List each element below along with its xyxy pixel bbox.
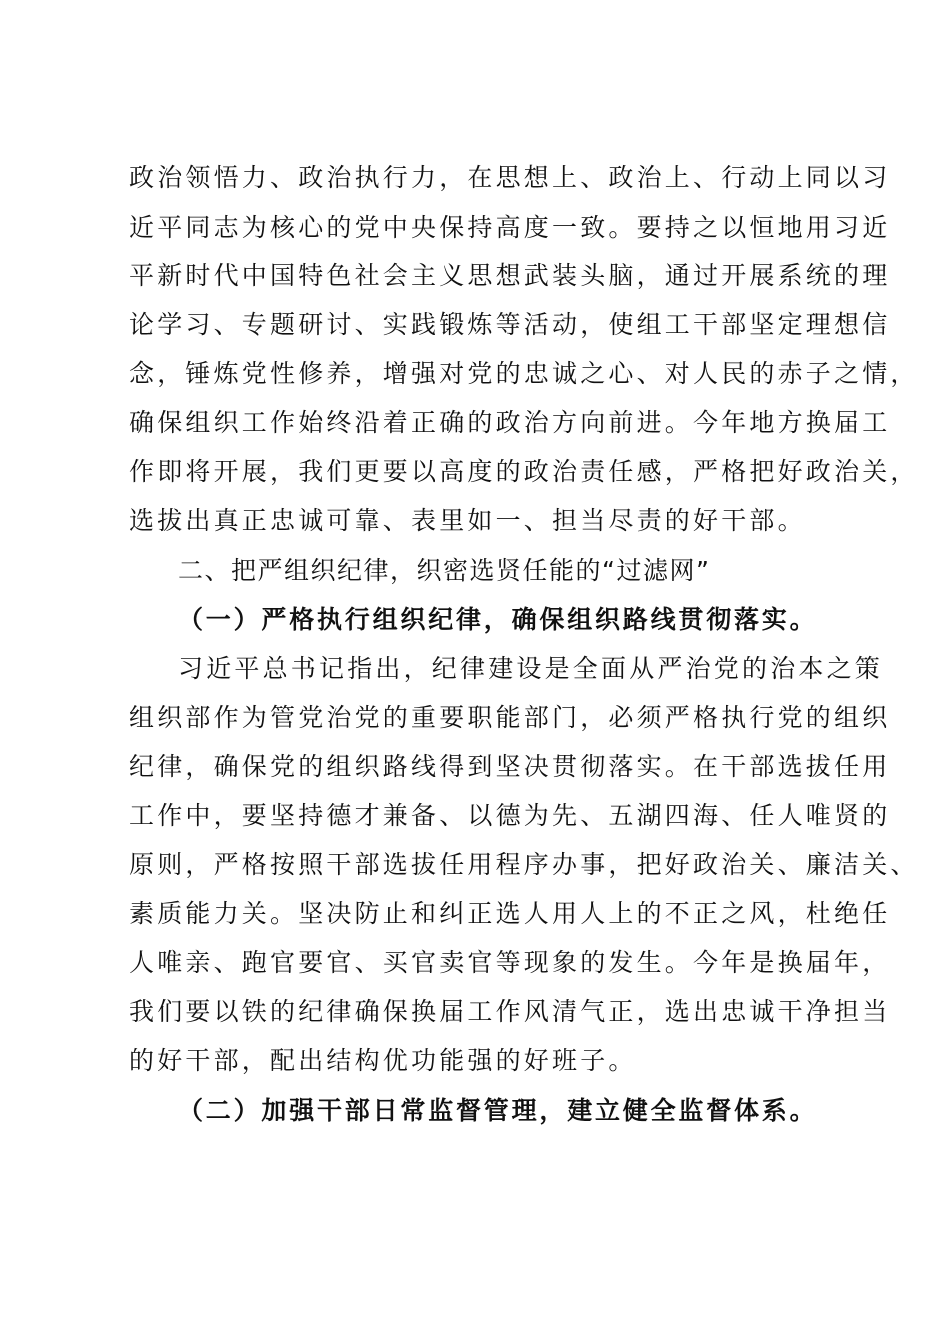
paragraph-line: 我们要以铁的纪律确保换届工作风清气正，选出忠诚干净担当 bbox=[129, 997, 891, 1026]
paragraph-line: 素质能力关。坚决防止和纠正选人用人上的不正之风，杜绝任 bbox=[129, 899, 891, 928]
paragraph-line: 选拔出真正忠诚可靠、表里如一、担当尽责的好干部。 bbox=[129, 506, 806, 535]
paragraph-line: 人唯亲、跑官要官、买官卖官等现象的发生。今年是换届年， bbox=[129, 948, 891, 977]
section-heading: 二、把严组织纪律，织密选贤任能的“过滤网” bbox=[178, 556, 711, 585]
paragraph-line: 政治领悟力、政治执行力，在思想上、政治上、行动上同以习 bbox=[129, 163, 891, 192]
paragraph-line: 确保组织工作始终沿着正确的政治方向前进。今年地方换届工 bbox=[129, 408, 891, 437]
paragraph-line: 论学习、专题研讨、实践锻炼等活动，使组工干部坚定理想信 bbox=[129, 310, 891, 339]
paragraph-line: 工作中，要坚持德才兼备、以德为先、五湖四海、任人唯贤的 bbox=[129, 801, 891, 830]
paragraph-line: 念，锤炼党性修养，增强对党的忠诚之心、对人民的赤子之情， bbox=[129, 359, 919, 388]
paragraph-line: 原则，严格按照干部选拔任用程序办事，把好政治关、廉洁关、 bbox=[129, 850, 919, 879]
paragraph-line: 纪律，确保党的组织路线得到坚决贯彻落实。在干部选拔任用 bbox=[129, 752, 891, 781]
subsection-heading: （二）加强干部日常监督管理，建立健全监督体系。 bbox=[178, 1096, 818, 1125]
subsection-heading: （一）严格执行组织纪律，确保组织路线贯彻落实。 bbox=[178, 605, 818, 634]
paragraph-line: 平新时代中国特色社会主义思想武装头脑，通过开展系统的理 bbox=[129, 261, 891, 290]
paragraph-line: 组织部作为管党治党的重要职能部门，必须严格执行党的组织 bbox=[129, 703, 891, 732]
paragraph-line: 作即将开展，我们更要以高度的政治责任感，严格把好政治关， bbox=[129, 457, 919, 486]
paragraph-line: 近平同志为核心的党中央保持高度一致。要持之以恒地用习近 bbox=[129, 213, 891, 242]
paragraph-line: 习近平总书记指出，纪律建设是全面从严治党的治本之策 bbox=[178, 654, 884, 683]
paragraph-line: 的好干部，配出结构优功能强的好班子。 bbox=[129, 1046, 637, 1075]
